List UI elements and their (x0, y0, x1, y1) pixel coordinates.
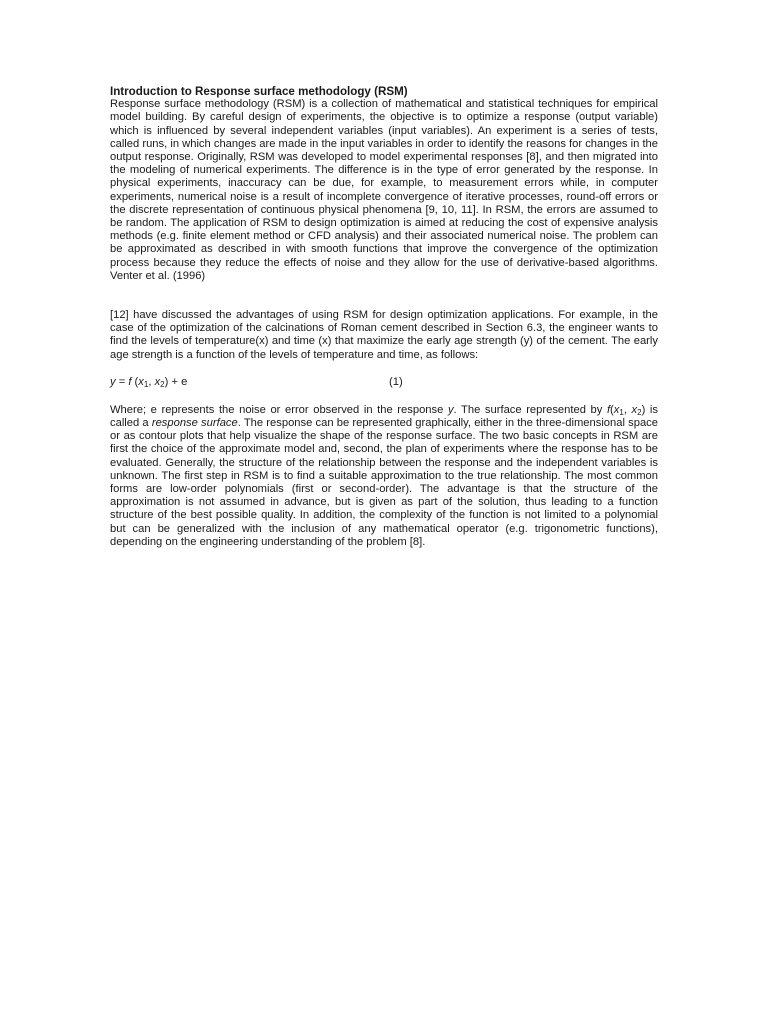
p3-text-6: . The response can be represented graphically, either in the three-dimensional space or as contour plots that help visualize the shape of the response surface. The two basic concepts in RSM are first the choice of the approximate model and, second, the plan of experiments where the response has to be evaluated. Generally, the structure of the relationship between the response and the independent variables is unknown. The first step in RSM is to find a suitable approximation to the true relationship. The most common forms are low-order polynomials (first or second-order). The advantage is that the structure of the approximation is not assumed in advance, but is given as part of the solution, thus leading to a function structure of the best possible quality. In addition, the complexity of the function is not limited to a polynomial but can be generalized with the inclusion of any mathematical operator (e.g. trigonometric functions), depending on the engineering understanding of the problem [8]. (110, 417, 659, 548)
paragraph-response-surface (110, 404, 658, 549)
p3-sub-2: 2 (637, 407, 642, 417)
equation-number: (1) (389, 375, 403, 388)
p3-text-4: , (623, 403, 632, 416)
eq-comma: , (148, 375, 155, 388)
eq-equals: = (115, 375, 129, 388)
p3-text-2: . The surface represented by (453, 403, 607, 416)
p3-text-1: Where; e represents the noise or error observed in the response (110, 403, 448, 416)
paragraph-spacer (110, 283, 658, 309)
p3-var-x1: x (613, 403, 620, 416)
p3-func-f: f (606, 403, 611, 416)
equation-body (110, 376, 187, 389)
p3-text-3: ( (610, 403, 614, 416)
p3-var-y: y (447, 403, 454, 416)
eq-var-x1: x (138, 375, 144, 388)
paragraph-intro: Response surface methodology (RSM) is a collection of mathematical and statistical techniques for empirical model building. By careful design of experiments, the objective is to optimize a response (output variable) which is influenced by several independent variables (input variables). An experiment is a series of tests, called runs, in which changes are made in the input variables in order to identify the reasons for changes in the output response. Originally, RSM was developed to model experimental responses [8], and then migrated into the modeling of numerical experiments. The difference is in the type of error generated by the response. In physical experiments, inaccuracy can be due, for example, to measurement errors while, in computer experiments, numerical noise is a result of incomplete convergence of iterative processes, round-off errors or the discrete representation of continuous physical phenomena [9, 10, 11]. In RSM, the errors are assumed to be random. The application of RSM to design optimization is aimed at reducing the cost of expensive analysis methods (e.g. finite element method or CFD analysis) and their associated numerical noise. The problem can be approximated as described in with smooth functions that improve the convergence of the optimization process because they reduce the effects of noise and they allow for the use of derivative-based algorithms. Venter et al. (1996) (110, 98, 658, 282)
document-page (110, 85, 658, 549)
p3-text-5: ) is called a (110, 403, 659, 430)
p3-var-x2: x (631, 403, 638, 416)
eq-sub-1: 1 (143, 379, 149, 389)
equation-1 (110, 376, 658, 390)
paragraph-venter: [12] have discussed the advantages of using RSM for design optimization applications. For example, in the case of the optimization of the calcinations of Roman cement described in Section 6.3, the engineer wants to find the levels of temperature(x) and time (x) that maximize the early age strength (y) of the cement. The early age strength is a function of the levels of temperature and time, as follows: (110, 309, 658, 361)
section-heading: Introduction to Response surface methodology (RSM) (110, 85, 408, 98)
eq-sub-2: 2 (160, 379, 165, 389)
eq-open-paren: ( (131, 375, 139, 388)
eq-close: ) + e (164, 375, 188, 388)
eq-var-x2: x (154, 375, 161, 388)
eq-var-y: y (110, 375, 116, 388)
p3-sub-1: 1 (619, 407, 624, 417)
eq-func-f: f (128, 375, 132, 388)
p3-term-response-surface: response surface (151, 417, 238, 430)
